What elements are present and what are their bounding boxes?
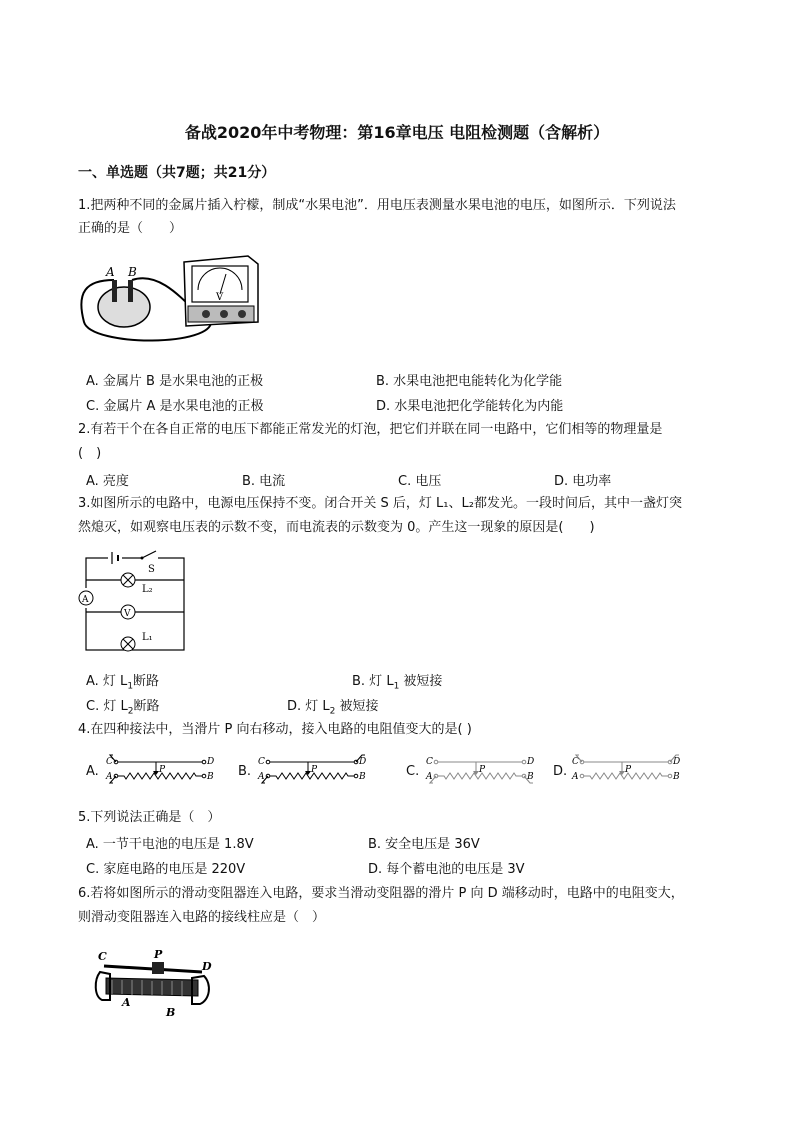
slider-p-label: P — [625, 765, 632, 775]
terminal-c-label: C — [426, 757, 433, 767]
q4-figure-b — [256, 752, 368, 790]
question-2-line-2: ( ) — [78, 446, 102, 461]
question-6-line-2: 则滑动变阻器连入电路的接线柱应是（ ） — [78, 910, 326, 925]
q3-option-d: D. 灯 $L_2$ 被短接 — [287, 699, 379, 717]
terminal-d-label: D — [527, 757, 535, 767]
terminal-a-label: A — [426, 772, 433, 782]
terminal-a-label: A — [572, 772, 579, 782]
terminal-d-label: D — [673, 757, 681, 767]
q4-option-b-label: B. — [238, 764, 252, 779]
question-6-line-1: 6.若将如图所示的滑动变阻器连入电路，要求当滑动变阻器的滑片 P 向 D 端移动时，电路中的电阻变大， — [78, 886, 684, 901]
q2-option-d: D. 电功率 — [554, 474, 612, 489]
q1-option-b: B. 水果电池把电能转化为化学能 — [376, 374, 563, 389]
slider-p-label: P — [311, 765, 318, 775]
question-5-line-1: 5.下列说法正确是（ ） — [78, 810, 221, 825]
terminal-d-label: D — [207, 757, 215, 767]
q5-option-d: D. 每个蓄电池的电压是 3V — [368, 862, 525, 877]
q1-option-d: D. 水果电池把化学能转化为内能 — [376, 399, 564, 414]
fruit-battery-figure — [76, 252, 276, 352]
q4-figure-c — [424, 752, 536, 790]
q4-figure-a — [104, 752, 216, 790]
terminal-b-label: B — [166, 1006, 176, 1019]
section-heading: 一、单选题（共7题；共21分） — [78, 165, 276, 181]
circuit-figure — [78, 548, 188, 658]
question-3-line-2: 然熄灭，如观察电压表的示数不变，而电流表的示数变为 0。产生这一现象的原因是( ) — [78, 520, 595, 535]
slider-p-label: P — [154, 948, 163, 961]
q3-option-c: C. 灯 $L_2$断路 — [86, 699, 160, 717]
q5-option-a: A. 一节干电池的电压是 1.8V — [86, 837, 254, 852]
terminal-b-label: B — [673, 772, 680, 782]
terminal-c-label: C — [258, 757, 265, 767]
terminal-b-label: B — [207, 772, 214, 782]
ammeter-label: A — [82, 595, 89, 605]
terminal-a-label: A — [258, 772, 265, 782]
q4-figure-d — [570, 752, 682, 790]
q3-option-b: B. 灯 $L_1$ 被短接 — [352, 674, 443, 692]
q3-option-a: A. 灯 $L_1$断路 — [86, 674, 160, 692]
q4-option-a-label: A. — [86, 764, 99, 779]
terminal-d-label: D — [359, 757, 367, 767]
terminal-c-label: C — [98, 950, 107, 963]
slider-p-label: P — [479, 765, 486, 775]
question-3-line-1: 3.如图所示的电路中，电源电压保持不变。闭合开关 S 后，灯 L₁、L₂都发光。一段时间后，其中一盏灯突 — [78, 496, 682, 511]
label-a: A — [106, 265, 115, 279]
q1-option-a: A. 金属片 B 是水果电池的正极 — [86, 374, 264, 389]
terminal-a-label: A — [106, 772, 113, 782]
q2-option-c: C. 电压 — [398, 474, 442, 489]
q2-option-b: B. 电流 — [242, 474, 286, 489]
q5-option-c: C. 家庭电路的电压是 220V — [86, 862, 246, 877]
question-4-line-1: 4.在四种接法中，当滑片 P 向右移动，接入电路的电阻值变大的是( ) — [78, 722, 472, 737]
page-title: 备战2020年中考物理：第16章电压 电阻检测题（含解析） — [184, 123, 610, 142]
question-1-line-1: 1.把两种不同的金属片插入柠檬，制成“水果电池”．用电压表测量水果电池的电压，如图所示．下列说法 — [78, 198, 676, 213]
label-b: B — [128, 265, 137, 279]
voltmeter-label-q3: V — [124, 609, 131, 619]
q5-option-b: B. 安全电压是 36V — [368, 837, 480, 852]
terminal-b-label: B — [527, 772, 534, 782]
q2-option-a: A. 亮度 — [86, 474, 129, 489]
q4-option-d-label: D. — [553, 764, 568, 779]
terminal-d-label: D — [202, 960, 212, 973]
switch-label: S — [148, 564, 155, 575]
question-1-line-2: 正确的是（ ） — [78, 221, 183, 236]
question-2-line-1: 2.有若干个在各自正常的电压下都能正常发光的灯泡，把它们并联在同一电路中，它们相等的物理量是 — [78, 422, 663, 437]
q1-option-c: C. 金属片 A 是水果电池的正极 — [86, 399, 264, 414]
rheostat-figure — [92, 950, 222, 1020]
terminal-b-label: B — [359, 772, 366, 782]
q4-option-c-label: C. — [406, 764, 420, 779]
terminal-a-label: A — [122, 996, 131, 1009]
slider-p-label: P — [159, 765, 166, 775]
terminal-c-label: C — [106, 757, 113, 767]
lamp-l2-label: L₂ — [142, 584, 153, 595]
voltmeter-label: V — [216, 292, 224, 303]
lamp-l1-label: L₁ — [142, 632, 153, 643]
terminal-c-label: C — [572, 757, 579, 767]
